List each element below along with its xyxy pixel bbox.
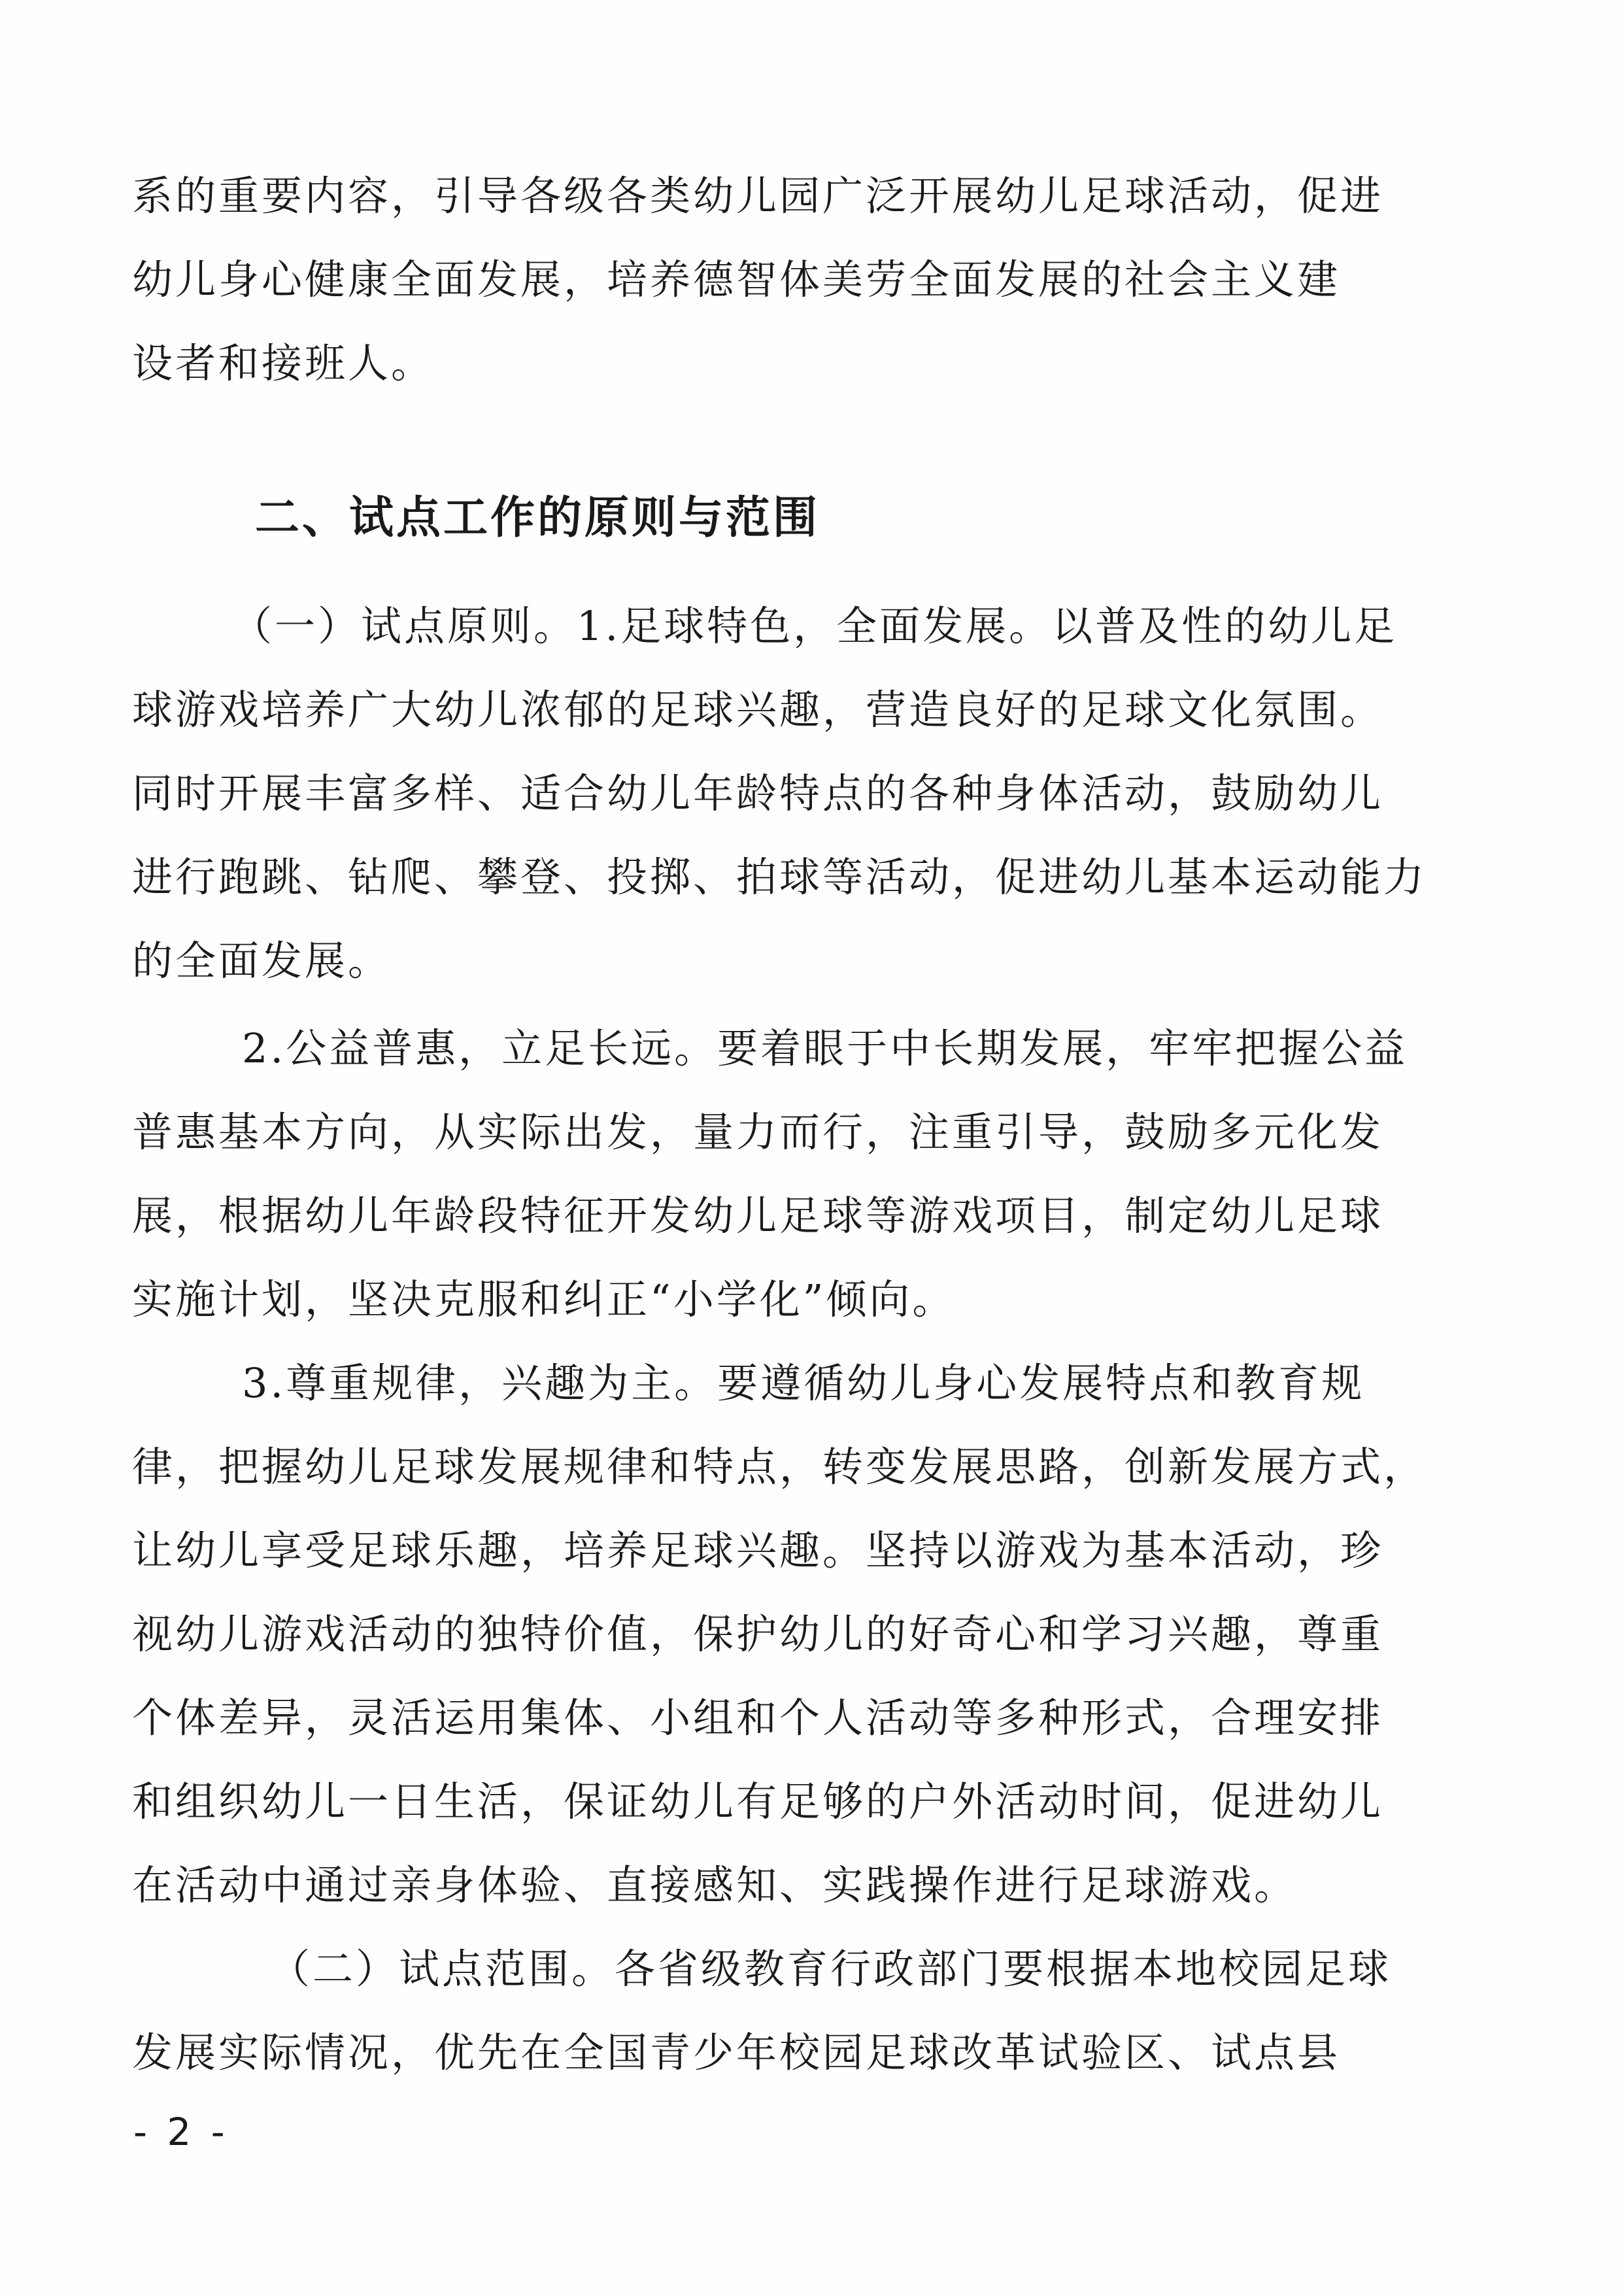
paragraph-respect-rules: [132, 1342, 1512, 1927]
paragraph-principles: [132, 584, 1512, 1003]
paragraph-public-welfare: [132, 1007, 1512, 1342]
para1-line-3: 同时开展丰富多样、适合幼儿年龄特点的各种身体活动，鼓励幼儿: [132, 769, 1384, 817]
para2-line-2: 普惠基本方向，从实际出发，量力而行，注重引导，鼓励多元化发: [132, 1108, 1384, 1156]
para3-line-4: 视幼儿游戏活动的独特价值，保护幼儿的好奇心和学习兴趣，尊重: [132, 1610, 1384, 1658]
para3-line-6: 和组织幼儿一日生活，保证幼儿有足够的户外活动时间，促进幼儿: [132, 1778, 1384, 1825]
paragraph-scope: [132, 1927, 1512, 2095]
para3-line-1: 3.尊重规律，兴趣为主。要遵循幼儿身心发展特点和教育规: [242, 1359, 1365, 1407]
para3-line-2: 律，把握幼儿足球发展规律和特点，转变发展思路，创新发展方式，: [132, 1443, 1427, 1491]
para2-line-1: 2.公益普惠，立足长远。要着眼于中长期发展，牢牢把握公益: [242, 1024, 1408, 1072]
intro-line-1: 系的重要内容，引导各级各类幼儿园广泛开展幼儿足球活动，促进: [132, 172, 1384, 220]
intro-line-3: 设者和接班人。: [132, 339, 435, 387]
para1-line-2: 球游戏培养广大幼儿浓郁的足球兴趣，营造良好的足球文化氛围。: [132, 686, 1384, 734]
para3-line-3: 让幼儿享受足球乐趣，培养足球兴趣。坚持以游戏为基本活动，珍: [132, 1527, 1384, 1574]
section-heading: 二、试点工作的原则与范围: [255, 492, 820, 544]
intro-line-2: 幼儿身心健康全面发展，培养德智体美劳全面发展的社会主义建: [132, 256, 1341, 303]
para2-line-4: 实施计划，坚决克服和纠正“小学化”倾向。: [132, 1275, 956, 1323]
para1-line-1: （一）试点原则。1.足球特色，全面发展。以普及性的幼儿足: [231, 602, 1398, 650]
para3-line-7: 在活动中通过亲身体验、直接感知、实践操作进行足球游戏。: [132, 1861, 1298, 1909]
page-number: - 2 -: [133, 2110, 229, 2154]
para1-line-5: 的全面发展。: [132, 937, 392, 985]
para1-line-4: 进行跑跳、钻爬、攀登、投掷、拍球等活动，促进幼儿基本运动能力: [132, 853, 1427, 901]
para2-line-3: 展，根据幼儿年龄段特征开发幼儿足球等游戏项目，制定幼儿足球: [132, 1192, 1384, 1240]
para3-line-5: 个体差异，灵活运用集体、小组和个人活动等多种形式，合理安排: [132, 1694, 1384, 1742]
intro-paragraph: [132, 154, 1512, 405]
para4-line-1: （二）试点范围。各省级教育行政部门要根据本地校园足球: [269, 1945, 1392, 1993]
para4-line-2: 发展实际情况，优先在全国青少年校园足球改革试验区、试点县: [132, 2029, 1341, 2076]
